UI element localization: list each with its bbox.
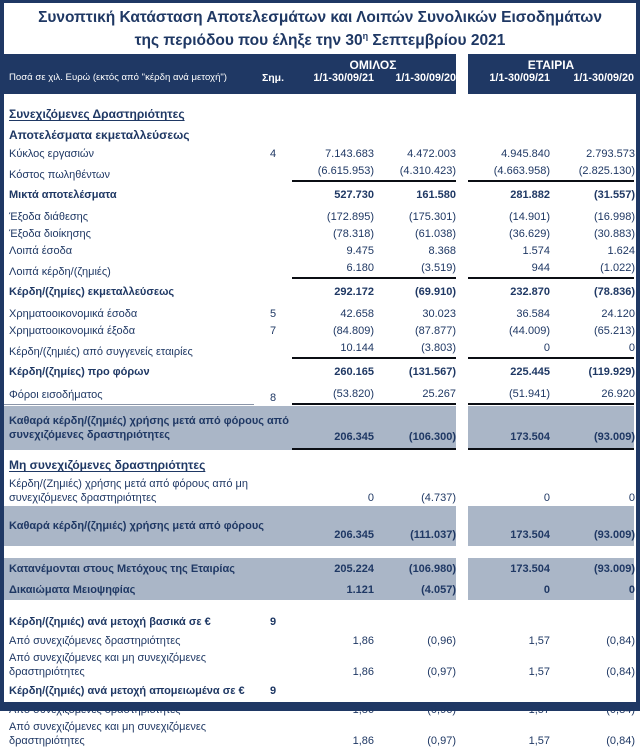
omilos-current-value: 1,86 — [352, 665, 374, 678]
etairia-value-group — [468, 491, 634, 505]
omilos-value-group — [292, 579, 456, 600]
etairia-prior-value: 26.920 — [601, 387, 635, 400]
group-gap — [456, 558, 468, 579]
etairia-value-group — [468, 188, 634, 202]
etairia-value-group — [468, 406, 634, 450]
etairia-period-current-header: 1/1-30/09/21 — [489, 72, 550, 85]
row-label: Έξοδα διοίκησης — [9, 227, 91, 240]
etairia-current-value: 1,57 — [528, 665, 550, 678]
etairia-prior-value: 2.793.573 — [586, 147, 635, 160]
row-label: Φόροι εισοδήματος — [4, 388, 254, 405]
etairia-value-group — [468, 365, 634, 379]
table-row — [4, 259, 636, 280]
etairia-value-group — [468, 558, 634, 579]
etairia-value-group — [468, 261, 634, 279]
amounts-unit-label: Ποσά σε χιλ. Ευρώ (εκτός από "κέρδη ανά μετοχή") — [9, 72, 228, 84]
omilos-current-value: (53.820) — [333, 387, 374, 400]
row-label: Λοιπά έσοδα — [9, 244, 73, 257]
etairia-current-value: (36.629) — [509, 227, 550, 240]
table-row — [4, 124, 636, 145]
etairia-value-group — [468, 634, 634, 648]
etairia-prior-value: (78.836) — [594, 286, 635, 299]
etairia-value-group — [468, 579, 634, 600]
etairia-value-group — [468, 147, 634, 161]
omilos-value-group — [292, 285, 456, 299]
etairia-prior-value: 24.120 — [601, 307, 635, 320]
etairia-value-group — [468, 307, 634, 321]
etairia-current-value: 0 — [543, 491, 550, 504]
etairia-value-group — [468, 387, 634, 405]
omilos-value-group — [292, 387, 456, 405]
table-row — [4, 632, 636, 649]
table-row — [4, 455, 636, 475]
etairia-current-value: 173.504 — [510, 562, 550, 575]
statement-rows — [4, 94, 636, 749]
header-columns-row — [4, 72, 456, 84]
omilos-value-group — [292, 244, 456, 258]
row-label: Χρηματοοικονομικά έσοδα — [9, 307, 138, 320]
etairia-prior-value: (119.929) — [588, 366, 635, 379]
omilos-value-group — [292, 506, 456, 546]
omilos-current-value: 260.165 — [334, 366, 374, 379]
omilos-current-value: (172.895) — [326, 210, 374, 223]
omilos-prior-value: (3.519) — [421, 261, 456, 274]
etairia-prior-value: (0,84) — [606, 734, 635, 747]
table-row — [4, 183, 636, 208]
omilos-prior-value: (4.310.423) — [399, 164, 456, 177]
omilos-current-value: 527.730 — [334, 189, 374, 202]
omilos-value-group — [292, 261, 456, 279]
omilos-prior-value: (106.980) — [408, 562, 456, 575]
table-row — [4, 385, 636, 406]
etairia-prior-value: (31.557) — [594, 189, 635, 202]
omilos-current-value: 292.172 — [334, 286, 374, 299]
etairia-prior-value: (0,84) — [606, 634, 635, 647]
row-label: Κέρδη/(ζημιές) ανά μετοχή απομειωμένα σε € — [9, 685, 245, 698]
row-label: Κατανέμονται στους Μετόχους της Εταιρίας — [4, 558, 292, 579]
omilos-prior-value: (3.803) — [421, 341, 456, 354]
title-line-2 — [4, 27, 636, 50]
page-title — [4, 3, 636, 50]
omilos-current-value: 1,86 — [352, 634, 374, 647]
table-row — [4, 280, 636, 305]
omilos-prior-value: (0,96) — [427, 703, 456, 716]
omilos-value-group — [292, 147, 456, 161]
etairia-prior-value: 1.624 — [607, 244, 635, 257]
table-row — [4, 208, 636, 225]
omilos-prior-value: 8.368 — [428, 244, 456, 257]
note-cell: 4 — [269, 147, 277, 160]
omilos-value-group — [292, 324, 456, 338]
group-label-etairia: ΕΤΑΙΡΙΑ — [527, 58, 575, 73]
etairia-current-value: 173.504 — [510, 431, 550, 444]
table-row — [4, 506, 636, 546]
note-cell: 9 — [269, 685, 277, 698]
omilos-current-value: 0 — [367, 491, 374, 504]
omilos-prior-value: (106.300) — [408, 431, 456, 444]
omilos-prior-value: (4.057) — [421, 583, 456, 596]
omilos-value-group — [292, 188, 456, 202]
omilos-prior-value: (175.301) — [408, 210, 456, 223]
etairia-value-group — [468, 227, 634, 241]
omilos-current-value: 1.121 — [346, 583, 374, 596]
table-row — [4, 406, 636, 450]
etairia-current-value: 944 — [531, 261, 550, 274]
omilos-prior-value: (0,97) — [427, 665, 456, 678]
omilos-value-group — [292, 665, 456, 679]
header-columns-row-company — [468, 72, 636, 84]
row-spacer — [4, 600, 636, 611]
omilos-period-prior-header: 1/1-30/09/20 — [395, 72, 456, 85]
table-row — [4, 360, 636, 385]
row-label: Κόστος πωληθέντων — [9, 168, 111, 181]
note-cell: 9 — [269, 616, 277, 629]
etairia-current-value: 281.882 — [510, 189, 550, 202]
omilos-current-value: 206.345 — [334, 431, 374, 444]
omilos-value-group — [292, 365, 456, 379]
row-label: Δικαιώματα Μειοψηφίας — [4, 579, 292, 600]
row-label: Λοιπά κέρδη/(ζημιές) — [9, 265, 111, 278]
header-block-company — [468, 54, 636, 94]
table-row — [4, 242, 636, 259]
group-gap — [456, 579, 468, 600]
table-row — [4, 339, 636, 360]
omilos-current-value: (84.809) — [333, 324, 374, 337]
etairia-current-value: 232.870 — [510, 286, 550, 299]
table-row — [4, 680, 636, 701]
etairia-prior-value: (16.998) — [594, 210, 635, 223]
table-row — [4, 225, 636, 242]
etairia-prior-value: (93.009) — [594, 431, 635, 444]
etairia-value-group — [468, 285, 634, 299]
omilos-value-group — [292, 558, 456, 579]
row-label: Κέρδη/(ζημίες) προ φόρων — [9, 366, 150, 379]
etairia-value-group — [468, 703, 634, 717]
group-gap — [456, 506, 468, 546]
table-row — [4, 579, 636, 600]
row-label: Κέρδη/(ζημιές) από συγγενείς εταιρίες — [9, 345, 193, 358]
etairia-value-group — [468, 324, 634, 338]
etairia-value-group — [468, 164, 634, 182]
omilos-current-value: 206.345 — [334, 529, 374, 542]
table-header-bar — [4, 54, 636, 94]
row-label: Από συνεχιζόμενες και μη συνεχιζόμενες δραστηριότητες — [9, 720, 207, 747]
etairia-period-prior-header: 1/1-30/09/20 — [573, 72, 634, 85]
etairia-current-value: 0 — [543, 583, 550, 596]
row-label: Συνεχιζόμενες Δραστηριότητες — [9, 107, 185, 122]
etairia-current-value: 225.445 — [510, 366, 550, 379]
etairia-prior-value: (0,84) — [606, 665, 635, 678]
row-label: Αποτελέσματα εκμεταλλεύσεως — [9, 128, 190, 143]
title-line-2-text: της περιόδου που έληξε την 30 — [134, 32, 363, 50]
etairia-prior-value: 0 — [628, 583, 635, 596]
omilos-prior-value: (0,97) — [427, 734, 456, 747]
omilos-current-value: 9.475 — [346, 244, 374, 257]
etairia-current-value: (44.009) — [509, 324, 550, 337]
row-label: Κύκλος εργασιών — [9, 147, 95, 160]
table-row — [4, 701, 636, 718]
omilos-value-group — [292, 210, 456, 224]
omilos-current-value: 6.180 — [346, 261, 374, 274]
etairia-current-value: 1.574 — [522, 244, 550, 257]
etairia-current-value: 0 — [543, 341, 550, 354]
etairia-value-group — [468, 210, 634, 224]
row-label: Έξοδα διάθεσης — [9, 210, 89, 223]
etairia-current-value: 1,57 — [528, 703, 550, 716]
row-label: Από συνεχιζόμενες δραστηριότητες — [9, 703, 181, 716]
note-cell: 8 — [269, 391, 277, 404]
omilos-period-current-header: 1/1-30/09/21 — [313, 72, 374, 85]
etairia-prior-value: (1.022) — [600, 261, 635, 274]
etairia-prior-value: (93.009) — [594, 529, 635, 542]
table-row — [4, 718, 636, 749]
row-label: Από συνεχιζόμενες και μη συνεχιζόμενες δραστηριότητες — [9, 651, 207, 678]
header-block-group — [4, 54, 456, 94]
omilos-current-value: 1,86 — [352, 734, 374, 747]
table-row — [4, 475, 636, 506]
omilos-prior-value: 4.472.003 — [407, 147, 456, 160]
table-row — [4, 322, 636, 339]
table-row — [4, 104, 636, 124]
title-superscript: η — [362, 31, 369, 41]
row-label: Κέρδη/(ζημίες) εκμεταλλεύσεως — [9, 286, 175, 299]
row-label: Καθαρά κέρδη/(ζημιές) χρήσης μετά από φόρους από συνεχιζόμενες δραστηριότητες — [4, 406, 292, 450]
omilos-value-group — [292, 634, 456, 648]
omilos-current-value: 1,86 — [352, 703, 374, 716]
table-row — [4, 145, 636, 162]
etairia-prior-value: (0,84) — [606, 703, 635, 716]
header-gap — [456, 54, 468, 94]
etairia-current-value: (14.901) — [509, 210, 550, 223]
omilos-current-value: 10.144 — [340, 341, 374, 354]
table-row — [4, 162, 636, 183]
title-line-1: Συνοπτική Κατάσταση Αποτελεσμάτων και Λοιπών Συνολικών Εισοδημάτων — [38, 9, 602, 26]
omilos-value-group — [292, 341, 456, 359]
etairia-current-value: (4.663.958) — [493, 164, 550, 177]
omilos-value-group — [292, 227, 456, 241]
etairia-prior-value: (93.009) — [594, 562, 635, 575]
row-spacer — [4, 547, 636, 558]
omilos-prior-value: (111.037) — [410, 529, 456, 542]
row-label: Μη συνεχιζόμενες δραστηριότητες — [9, 458, 206, 473]
etairia-current-value: 36.584 — [516, 307, 550, 320]
omilos-current-value: 7.143.683 — [325, 147, 374, 160]
row-label: Κέρδη/(ζημιές) ανά μετοχή βασικά σε € — [9, 616, 211, 629]
omilos-prior-value: 30.023 — [422, 307, 456, 320]
omilos-value-group — [292, 734, 456, 748]
omilos-prior-value: (69.910) — [415, 286, 456, 299]
omilos-current-value: 205.224 — [334, 562, 374, 575]
table-row — [4, 305, 636, 322]
omilos-prior-value: 161.580 — [416, 189, 456, 202]
etairia-prior-value: (65.213) — [594, 324, 635, 337]
omilos-value-group — [292, 491, 456, 505]
omilos-prior-value: 25.267 — [422, 387, 456, 400]
omilos-prior-value: (87.877) — [415, 324, 456, 337]
omilos-value-group — [292, 703, 456, 717]
omilos-prior-value: (61.038) — [415, 227, 456, 240]
header-group-row-company — [468, 58, 636, 72]
omilos-prior-value: (0,96) — [427, 634, 456, 647]
omilos-current-value: 42.658 — [340, 307, 374, 320]
etairia-current-value: 1,57 — [528, 734, 550, 747]
etairia-prior-value: 0 — [628, 491, 635, 504]
omilos-current-value: (6.615.953) — [317, 164, 374, 177]
etairia-current-value: 1,57 — [528, 634, 550, 647]
etairia-prior-value: 0 — [628, 341, 635, 354]
note-cell: 7 — [269, 324, 277, 337]
omilos-prior-value: (4.737) — [421, 491, 456, 504]
omilos-value-group — [292, 307, 456, 321]
row-label: Από συνεχιζόμενες δραστηριότητες — [9, 634, 181, 647]
etairia-current-value: 4.945.840 — [501, 147, 550, 160]
group-gap — [456, 406, 468, 450]
omilos-value-group — [292, 406, 456, 450]
omilos-prior-value: (131.567) — [408, 366, 456, 379]
table-row — [4, 611, 636, 632]
etairia-value-group — [468, 341, 634, 359]
group-label-omilos: ΟΜΙΛΟΣ — [349, 58, 397, 73]
etairia-prior-value: (2.825.130) — [578, 164, 635, 177]
etairia-value-group — [468, 506, 634, 546]
omilos-value-group — [292, 164, 456, 182]
header-group-row — [4, 58, 456, 72]
note-column-header: Σημ. — [261, 72, 285, 85]
row-label: Καθαρά κέρδη/(ζημιές) χρήσης μετά από φόρους — [4, 506, 292, 546]
omilos-current-value: (78.318) — [333, 227, 374, 240]
etairia-value-group — [468, 665, 634, 679]
title-line-2-suffix: Σεπτεμβρίου 2021 — [368, 32, 506, 50]
note-cell: 5 — [269, 307, 277, 320]
etairia-current-value: 173.504 — [510, 529, 550, 542]
table-row — [4, 558, 636, 579]
etairia-current-value: (51.941) — [509, 387, 550, 400]
row-label: Μικτά αποτελέσματα — [9, 189, 117, 202]
etairia-prior-value: (30.883) — [594, 227, 635, 240]
etairia-value-group — [468, 244, 634, 258]
row-label: Κέρδη/(Ζημιές) χρήσης μετά από φόρους από μη συνεχιζόμενες δραστηριότητες — [9, 477, 248, 504]
table-row — [4, 649, 636, 680]
row-label: Χρηματοοικονομικά έξοδα — [9, 324, 136, 337]
etairia-value-group — [468, 734, 634, 748]
